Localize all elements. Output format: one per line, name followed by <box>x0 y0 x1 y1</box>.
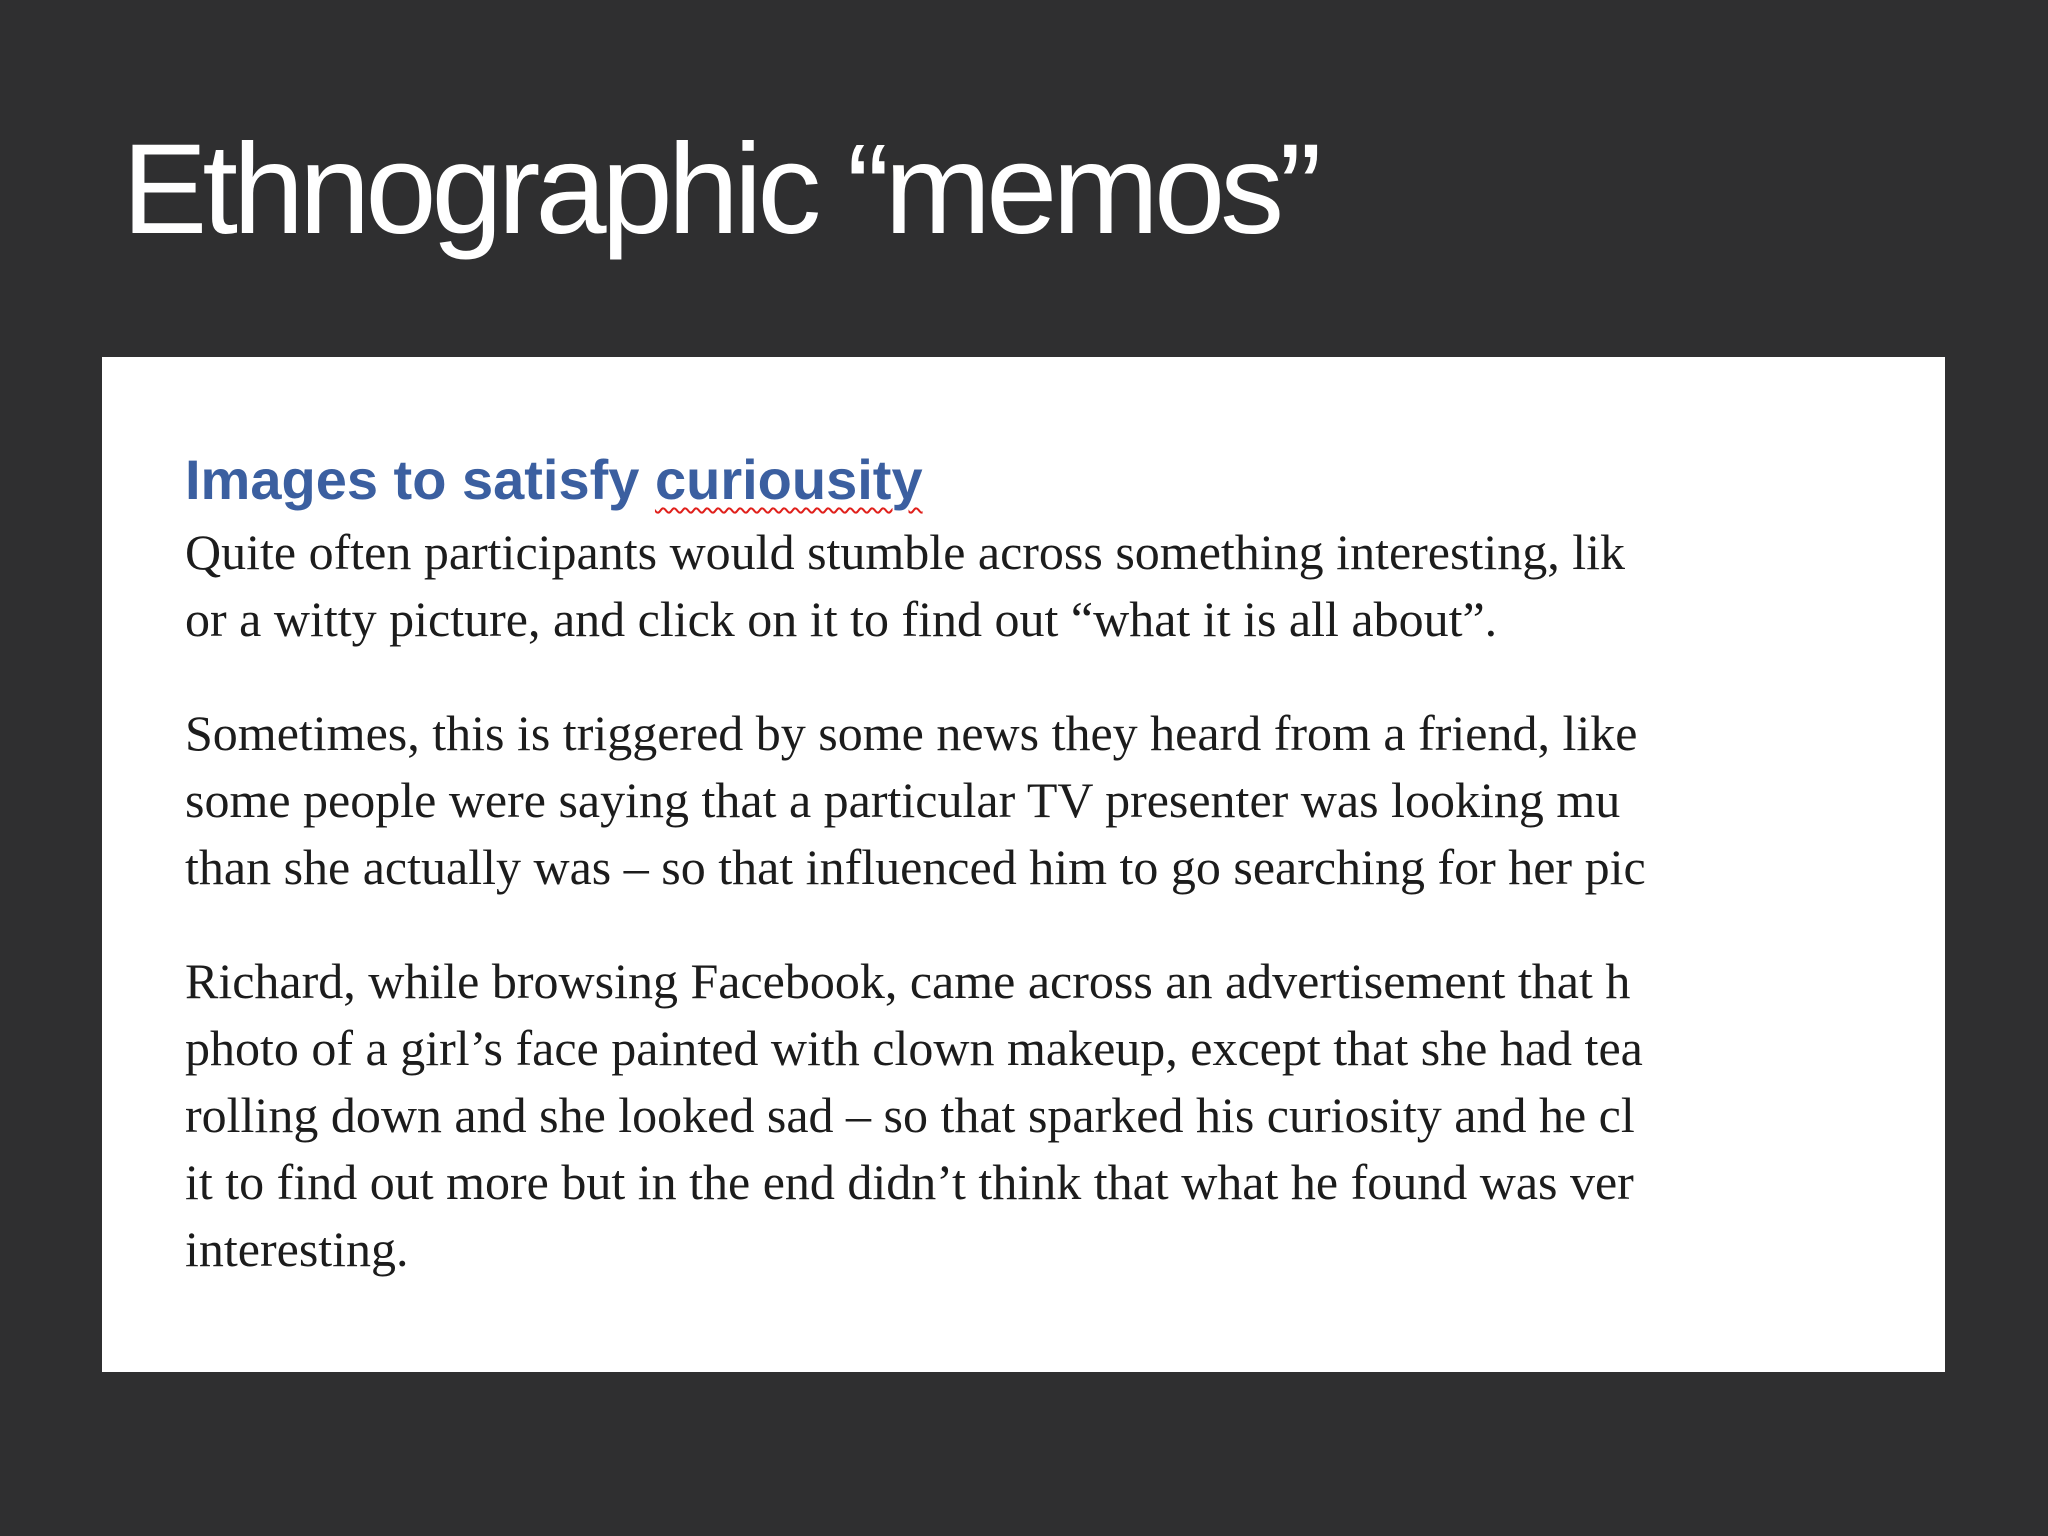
memo-line: or a witty picture, and click on it to find out “what it is all about”. <box>185 591 1498 647</box>
memo-paragraph-2 <box>185 700 1945 901</box>
memo-heading-prefix: Images to satisfy <box>185 448 655 511</box>
memo-line: rolling down and she looked sad – so that sparked his curiosity and he cl <box>185 1087 1635 1143</box>
misspelled-word: curiousity <box>654 448 923 511</box>
memo-heading <box>185 445 1945 515</box>
memo-line: than she actually was – so that influenced him to go searching for her pic <box>185 839 1646 895</box>
memo-line: Sometimes, this is triggered by some news they heard from a friend, like <box>185 705 1638 761</box>
memo-line: Quite often participants would stumble across something interesting, lik <box>185 524 1626 580</box>
memo-document <box>185 445 1945 1330</box>
memo-screenshot <box>102 357 1945 1372</box>
memo-paragraph-3 <box>185 948 1945 1283</box>
memo-line: it to find out more but in the end didn’t think that what he found was ver <box>185 1154 1634 1210</box>
memo-line: Richard, while browsing Facebook, came across an advertisement that h <box>185 953 1631 1009</box>
slide-title: Ethnographic “memos” <box>122 118 1317 261</box>
memo-line: interesting. <box>185 1221 409 1277</box>
memo-line: some people were saying that a particular TV presenter was looking mu <box>185 772 1621 828</box>
memo-paragraph-1 <box>185 519 1945 653</box>
memo-line: photo of a girl’s face painted with clown makeup, except that she had tea <box>185 1020 1643 1076</box>
